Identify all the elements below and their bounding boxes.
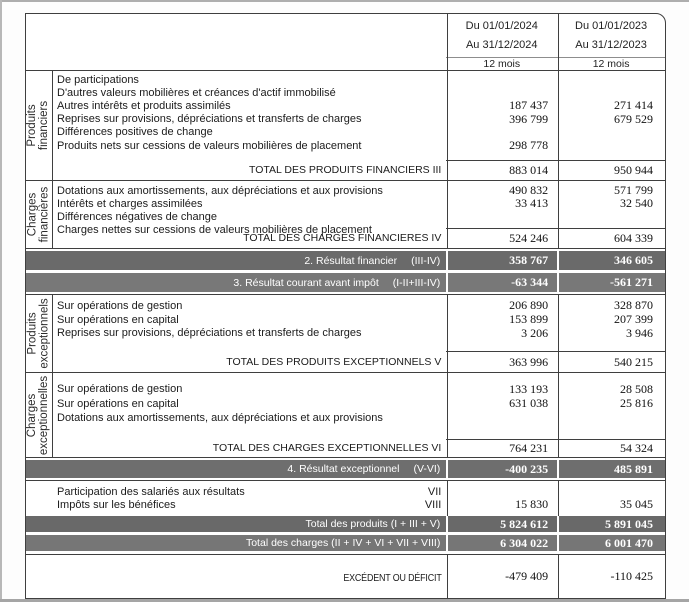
value-2024: 15 830 [515,497,549,511]
period-header-2024 [446,14,557,70]
header-spacer [26,14,446,70]
group-label-line: financiers [38,100,50,151]
result-bar-label [26,273,446,292]
table-row [52,327,665,341]
section-excedent-deficit [26,554,665,598]
period-from: Du 01/01/2024 [465,20,538,32]
group-label-line: financières [38,186,50,243]
result-value-2023: 6 001 470 [557,535,665,551]
period-from: Du 01/01/2023 [575,20,648,32]
value-2023: 35 045 [620,497,654,511]
period-header-2023 [557,14,665,70]
row-label: Impôts sur les bénéfices [57,498,176,511]
table-row [52,99,665,112]
total-row [26,439,665,457]
result-formula: (V-VI) [413,463,441,475]
total-value-2023: 540 215 [557,351,665,372]
total-value-2024: 524 246 [446,228,557,248]
value-2023: 3 946 [626,326,654,340]
total-row [26,351,665,372]
period-to: Au 31/12/2024 [465,39,538,51]
statement-table [25,13,666,599]
row-label: Dotations aux amortissements, aux dépréciations et aux provisions [57,184,383,197]
result-value-2023: -561 271 [557,273,665,292]
value-2023: 571 799 [614,183,654,197]
table-row [52,313,665,327]
row-label: Charges nettes sur cessions de valeurs mobilières de placement [57,223,372,236]
value-2023: 25 816 [620,396,654,411]
group-label-line: Produits [26,312,39,355]
scan-edge [0,0,689,2]
column-divider [558,481,559,516]
row-label: Reprises sur provisions, dépréciations et transferts de charges [57,113,362,126]
total-value-2023: 54 324 [557,439,665,457]
value-2024: 206 890 [509,298,549,313]
total-value-2023: 604 339 [557,228,665,248]
total-label: TOTAL DES CHARGES FINANCIERES IV [243,232,442,244]
table-row [52,299,665,313]
result-bar-resultat-financier [26,251,665,270]
table-row [52,126,665,139]
column-divider [558,14,559,70]
value-2023: 207 399 [614,312,654,327]
total-value-2024: 363 996 [446,351,557,372]
result-bar-total-produits [26,516,665,532]
value-2024: 3 206 [521,326,549,340]
total-value-2023: 950 944 [557,160,665,180]
scan-edge [0,0,2,602]
table-row [26,555,665,598]
result-value-2023: 346 605 [557,251,665,270]
section-charges-financieres [26,181,665,249]
period-header-row [26,14,665,71]
total-label: TOTAL DES PRODUITS FINANCIERS III [249,164,442,176]
result-bar-resultat-exceptionnel [26,460,665,478]
group-label-line: exceptionnels [38,298,51,369]
table-row [52,197,665,210]
result-formula: (I-II+III-IV) [392,276,441,289]
result-formula: (III-IV) [411,254,441,267]
value-2023: 328 870 [614,298,654,313]
total-row [26,160,665,180]
result-value-2024: 5 824 612 [446,516,557,532]
result-bar-label [26,460,446,478]
result-value-2023: 485 891 [557,460,665,478]
total-label: TOTAL DES PRODUITS EXCEPTIONNELS V [226,355,442,368]
row-label: Différences positives de change [57,126,213,139]
table-row [52,397,665,412]
row-reference: VIII [424,498,442,511]
row-label: Intérêts et charges assimilées [57,197,203,210]
group-label-line: exceptionnelles [38,375,50,455]
group-label-line: Charges [26,393,39,437]
value-2024: 396 799 [509,111,549,126]
row-label: D'autres valeurs mobilières et créances d'actif immobilisé [57,86,336,99]
row-label: Participation des salariés aux résultats [57,485,245,498]
value-2024: -479 409 [505,569,549,583]
result-bar-label [26,251,446,270]
value-2023: 271 414 [614,98,654,113]
result-value-2023: 5 891 045 [557,516,665,532]
value-2024: 153 899 [509,312,549,327]
table-row [52,210,665,223]
table-row [52,411,665,426]
row-label: Différences négatives de change [57,210,218,223]
result-label-text: 3. Résultat courant avant impôt [233,276,379,289]
row-label: Reprises sur provisions, dépréciations et transferts de charges [57,327,362,340]
table-row [52,382,665,397]
period-to: Au 31/12/2023 [575,39,647,51]
group-label-line: Charges [26,192,39,237]
result-bar-total-charges [26,535,665,551]
value-2024: 187 437 [509,98,549,113]
table-row [52,73,665,86]
value-2023: 32 540 [620,196,654,210]
value-2023: 679 529 [614,111,654,126]
result-label-text: 2. Résultat financier [304,254,398,267]
result-label-text: 4. Résultat exceptionnel [287,463,400,475]
row-reference: VII [427,485,442,498]
result-bar-label: Total des produits (I + III + V) [305,518,441,530]
section-produits-exceptionnels [26,294,665,373]
column-divider [447,14,448,70]
row-label: De participations [57,73,139,86]
row-label: Produits nets sur cessions de valeurs mobilières de placement [57,139,362,152]
result-value-2024: -400 235 [446,460,557,478]
total-value-2024: 883 014 [446,160,557,180]
result-bar-label: Total des charges (II + IV + VI + VII + VIII) [245,537,441,549]
table-row [52,498,665,511]
result-value-2024: -63 344 [446,273,557,292]
period-duration: 12 mois [446,57,557,70]
result-value-2024: 358 767 [446,251,557,270]
table-row [52,113,665,126]
section-participation-impots [26,480,665,516]
total-label: TOTAL DES CHARGES EXCEPTIONNELLES VI [212,442,442,454]
value-2023: -110 425 [610,569,654,583]
value-2024: 33 413 [515,196,549,210]
column-divider [447,481,448,516]
value-2024: 631 038 [509,396,549,411]
result-value-2024: 6 304 022 [446,535,557,551]
section-produits-financiers [26,71,665,181]
table-row [52,86,665,99]
row-label: Autres intérêts et produits assimilés [57,99,231,112]
row-label: Sur opérations de gestion [57,383,183,396]
row-label: Sur opérations de gestion [57,299,183,312]
section-charges-exceptionnelles [26,373,665,458]
row-label: Dotations aux amortissements, aux dépréciations et aux provisions [57,412,383,425]
row-label: Sur opérations en capital [57,313,179,326]
period-duration: 12 mois [557,57,665,70]
value-2024: 298 778 [509,138,549,153]
table-row [52,139,665,152]
group-label-line: Produits [26,104,39,147]
value-2023: 28 508 [620,381,654,396]
total-row [26,228,665,248]
row-label: Sur opérations en capital [57,397,179,410]
total-value-2024: 764 231 [446,439,557,457]
row-label: EXCÉDENT OU DÉFICIT [343,571,442,584]
value-2024: 133 193 [509,381,549,396]
value-2024: 490 832 [509,183,549,197]
result-bar-resultat-courant [26,273,665,292]
